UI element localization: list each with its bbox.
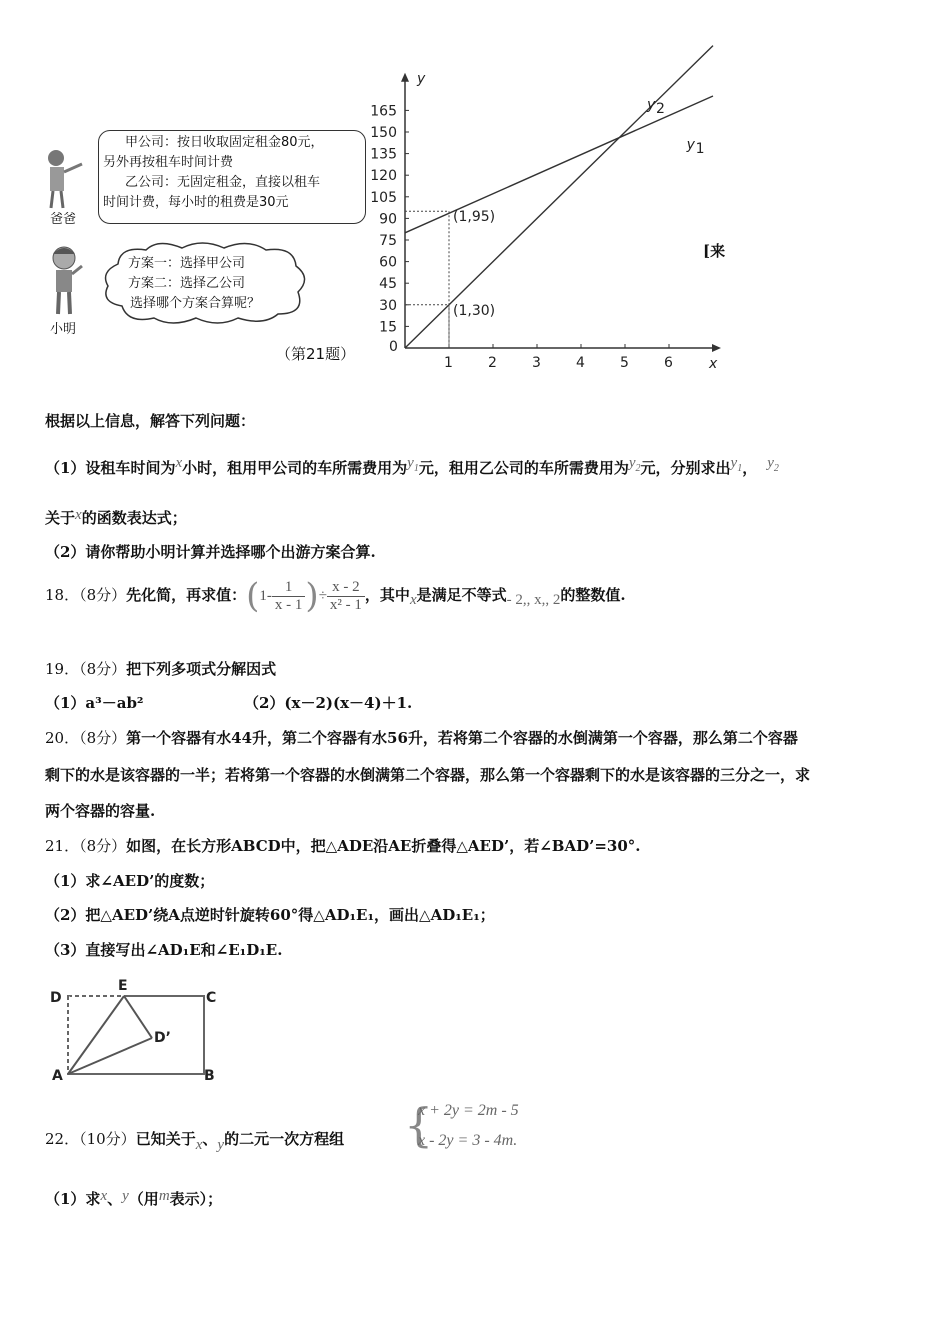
q22-a: 已知关于 (135, 1130, 196, 1148)
x-tick-label: 5 (620, 355, 629, 371)
left-paren: ( (246, 576, 260, 616)
series-label-y1: y (686, 137, 695, 153)
label-E: E (118, 978, 128, 994)
dad-label: 爸爸 (50, 212, 77, 227)
y-tick-label: 150 (370, 125, 397, 141)
q17-intro: 根据以上信息，解答下列问题： (45, 412, 256, 430)
series-line-y2 (405, 46, 713, 348)
q20 (45, 727, 798, 748)
dad-bubble-line-3: 乙公司：无固定租金，直接以租车 (125, 175, 321, 190)
q19-part2: （2）(x－2)(x－4)＋1. (244, 694, 413, 712)
var-y2-sub: 2 (635, 463, 641, 474)
cloud-line-1: 方案一：选择甲公司 (128, 256, 246, 271)
q18-ineq: - 2,, x,, 2 (506, 592, 561, 608)
q22-part1 (45, 1188, 222, 1209)
var-y2-base: y (628, 455, 636, 471)
q20-score: （8分） (79, 729, 127, 747)
q20-num: 20． (45, 729, 80, 747)
var-x2: x (75, 507, 82, 523)
q22-b: 的二元一次方程组 (224, 1130, 345, 1148)
equation-2: x - 2y = 3 - 4m. (418, 1132, 518, 1149)
dad-bubble-line-2: 另外再按租车时间计费 (103, 155, 234, 170)
q21-text: 如图，在长方形ABCD中，把△ADE沿AE折叠得△AED’，若∠BAD’=30°. (126, 837, 641, 855)
label-Dp: D’ (154, 1030, 171, 1046)
label-D: D (50, 990, 62, 1006)
rental-cost-chart (360, 70, 718, 375)
annotation-label: (1,95) (453, 209, 496, 226)
x-tick-label: 3 (532, 355, 541, 371)
frac2-num: x - 2 (327, 579, 365, 597)
chart-annotations (405, 209, 495, 348)
x-tick-label: 2 (488, 355, 497, 371)
y-tick-label: 120 (370, 168, 397, 185)
q18-x: x (409, 592, 417, 608)
var-y2b-sub: 2 (773, 463, 779, 474)
q22-score: （10分） (79, 1130, 136, 1148)
y-tick-label: 135 (370, 146, 397, 163)
q17-part1-line1 (45, 455, 779, 478)
var-y1b-sub: 1 (737, 463, 743, 474)
q17-part2: （2）请你帮助小明计算并选择哪个出游方案合算. (45, 543, 376, 561)
q21-part3: （3）直接写出∠AD₁E和∠E₁D₁E. (45, 941, 283, 959)
q19-part1: （1）a³－ab² (45, 694, 144, 712)
var-y1b (730, 455, 743, 474)
q21 (45, 835, 641, 856)
x-tick-label: 0 (389, 339, 398, 355)
annotation-label: (1,30) (453, 302, 496, 319)
y-axis-arrow (401, 73, 409, 82)
y-tick-label: 75 (379, 233, 397, 249)
q19-text: 把下列多项式分解因式 (126, 660, 277, 678)
q19 (45, 658, 276, 679)
seg-ed (124, 996, 152, 1038)
q22 (45, 1128, 344, 1154)
q21-num: 21． (45, 837, 80, 855)
label-A: A (52, 1068, 63, 1084)
var-y1-base: y (407, 455, 414, 471)
xiaoming-label: 小明 (50, 322, 77, 337)
q18-div: ÷ (318, 587, 327, 604)
var-x: x (175, 455, 183, 471)
var-y2b (767, 455, 779, 474)
q21-part2: （2）把△AED’绕A点逆时针旋转60°得△AD₁E₁，画出△AD₁E₁； (45, 906, 495, 924)
y-tick-label: 165 (370, 103, 397, 120)
q18 (45, 576, 626, 616)
x-axis-arrow (712, 344, 721, 352)
q18-score: （8分） (79, 586, 127, 604)
q18-d: 的整数值. (560, 586, 626, 604)
cloud-line-3: 选择哪个方案合算呢？ (130, 296, 261, 311)
q17-p1-c: 元，租用乙公司的车所需费用为 (418, 459, 629, 477)
side-mark: [来 (703, 242, 726, 260)
rect-abcd (68, 996, 204, 1074)
chart-series (405, 46, 713, 348)
dad-bubble-line-4: 时间计费，每小时的租费是30元 (103, 195, 289, 210)
q20-line2: 剩下的水是该容器的一半；若将第一个容器的水倒满第二个容器，那么第一个容器剩下的水是该容器的三分之一，求 (45, 766, 811, 784)
y-tick-label: 30 (379, 297, 397, 314)
q22-p1-c: 表示）； (169, 1190, 223, 1208)
system-brace: { (404, 1098, 434, 1152)
q20-line3: 两个容器的容量. (45, 802, 156, 820)
x-tick-label: 1 (444, 355, 453, 371)
q17-p1-b: 小时，租用甲公司的车所需费用为 (182, 459, 408, 477)
chart-ticks (370, 103, 673, 371)
figure-caption: （第21题） (276, 345, 356, 363)
q18-c: 是满足不等式 (416, 586, 507, 604)
q22-sep: 、 (202, 1130, 218, 1148)
y-tick-label: 15 (379, 319, 397, 336)
chart-axes (401, 71, 721, 372)
label-C: C (206, 990, 217, 1006)
var-y2 (628, 455, 641, 474)
series-label-sub-y1: 1 (695, 141, 705, 157)
xiaoming-cloud-text (128, 254, 260, 314)
q22-p1-a: （1）求 (45, 1190, 101, 1208)
q17-p1-e: 关于 (45, 509, 76, 527)
x-tick-label: 4 (576, 355, 585, 371)
x-axis-label: x (709, 356, 718, 372)
xiaoming-figure (46, 244, 86, 316)
y-tick-label: 90 (379, 211, 397, 228)
label-B: B (204, 1068, 215, 1084)
q21-rectangle-figure (44, 972, 234, 1088)
q22-y: y (217, 1137, 225, 1153)
q18-num: 18． (45, 586, 80, 604)
q17-p1-a: （1）设租车时间为 (45, 459, 176, 477)
q22-p1-b: （用 (128, 1190, 159, 1208)
series-label-y2: y (647, 97, 656, 113)
dad-figure (42, 148, 88, 210)
q17-part1-line2 (45, 507, 187, 528)
dad-bubble-line-1: 甲公司：按日收取固定租金80元， (125, 135, 324, 150)
y-axis-label: y (417, 70, 426, 87)
q21-score: （8分） (79, 837, 127, 855)
q17-p1-d: 元，分别求出 (640, 459, 731, 477)
q18-frac1 (272, 579, 306, 614)
var-y1-sub: 1 (413, 463, 419, 474)
q22-p1-m: m (158, 1188, 170, 1204)
q18-one: 1- (259, 587, 272, 604)
x-tick-label: 6 (664, 355, 673, 371)
frac1-num: 1 (272, 579, 306, 597)
series-label-sub-y2: 2 (656, 101, 665, 117)
right-paren: ) (305, 576, 319, 616)
q19-num: 19． (45, 660, 80, 678)
q22-p1-y: y (122, 1188, 129, 1204)
cloud-line-2: 方案二：选择乙公司 (128, 276, 246, 291)
dad-speech-bubble (98, 130, 366, 224)
q17-p1-comma: ， (742, 459, 758, 477)
q22-x: x (195, 1137, 203, 1153)
q19-score: （8分） (79, 660, 127, 678)
q22-p1-sep: 、 (107, 1190, 123, 1208)
q21-part1: （1）求∠AED’的度数； (45, 872, 215, 890)
q22-num: 22． (45, 1130, 80, 1148)
var-y1b-base: y (730, 455, 738, 471)
var-y2b-base: y (767, 455, 774, 471)
var-y1 (407, 455, 419, 474)
y-tick-label: 45 (379, 276, 397, 293)
q18-b: ，其中 (364, 586, 410, 604)
equation-1: x + 2y = 2m - 5 (418, 1102, 519, 1119)
y-tick-label: 105 (370, 189, 397, 206)
q18-a: 先化简，再求值： (126, 586, 247, 604)
q17-p1-f: 的函数表达式； (81, 509, 187, 527)
q18-frac2 (327, 579, 365, 614)
frac1-den: x - 1 (274, 596, 303, 613)
series-line-y1 (405, 96, 713, 233)
y-tick-label: 60 (379, 254, 397, 271)
frac2-den: x² - 1 (329, 596, 362, 613)
q20-line1: 第一个容器有水44升，第二个容器有水56升，若将第二个容器的水倒满第一个容器，那么第二个容器 (126, 729, 798, 747)
q22-p1-x: x (100, 1188, 108, 1204)
